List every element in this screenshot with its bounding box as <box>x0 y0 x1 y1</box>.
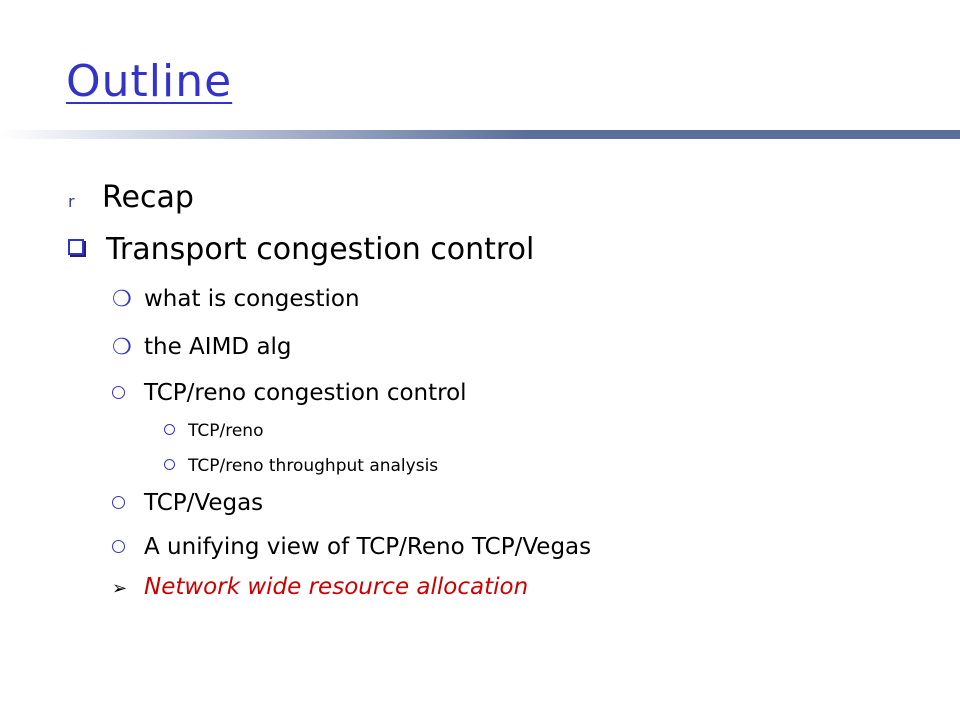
outline-item-label: Transport congestion control <box>106 232 535 267</box>
outline-item-label: TCP/reno throughput analysis <box>188 456 439 476</box>
outline-item-label: Recap <box>102 180 194 215</box>
arrow-bullet-icon: ➢ <box>112 578 128 599</box>
open-paren-bullet-icon: ❍ <box>112 335 132 360</box>
slide-title: Outline <box>66 56 233 107</box>
outline-item-label: A unifying view of TCP/Reno TCP/Vegas <box>144 534 592 560</box>
outline-item-recap <box>68 180 194 215</box>
outline-item-network-wide-allocation <box>112 574 528 600</box>
circle-bullet-icon <box>112 380 144 406</box>
outline-item-aimd <box>112 334 292 360</box>
outline-item-unifying-view <box>112 534 591 560</box>
outline-item-tcp-reno-throughput <box>164 456 438 476</box>
open-paren-bullet-icon: ❍ <box>112 287 132 312</box>
outline-item-label: TCP/reno congestion control <box>144 380 467 406</box>
outline-item-what-is-congestion <box>112 286 360 312</box>
circle-bullet-icon <box>112 534 144 560</box>
outline-item-label: TCP/Vegas <box>144 490 264 516</box>
circle-bullet-icon <box>164 421 188 441</box>
circle-bullet-icon <box>112 490 144 516</box>
outline-item-tcp-reno <box>164 421 264 441</box>
r-bullet-icon: r <box>68 192 75 211</box>
title-divider <box>0 130 960 139</box>
outline-item-tcp-vegas <box>112 490 263 516</box>
square-bullet-icon <box>68 232 106 267</box>
circle-bullet-icon <box>164 456 188 476</box>
outline-item-label: Network wide resource allocation <box>144 574 529 600</box>
outline-item-label: the AIMD alg <box>144 334 292 360</box>
outline-item-transport-congestion-control <box>68 232 534 267</box>
outline-item-tcp-reno-congestion-control <box>112 380 467 406</box>
outline-item-label: what is congestion <box>144 286 360 312</box>
outline-item-label: TCP/reno <box>188 421 264 441</box>
